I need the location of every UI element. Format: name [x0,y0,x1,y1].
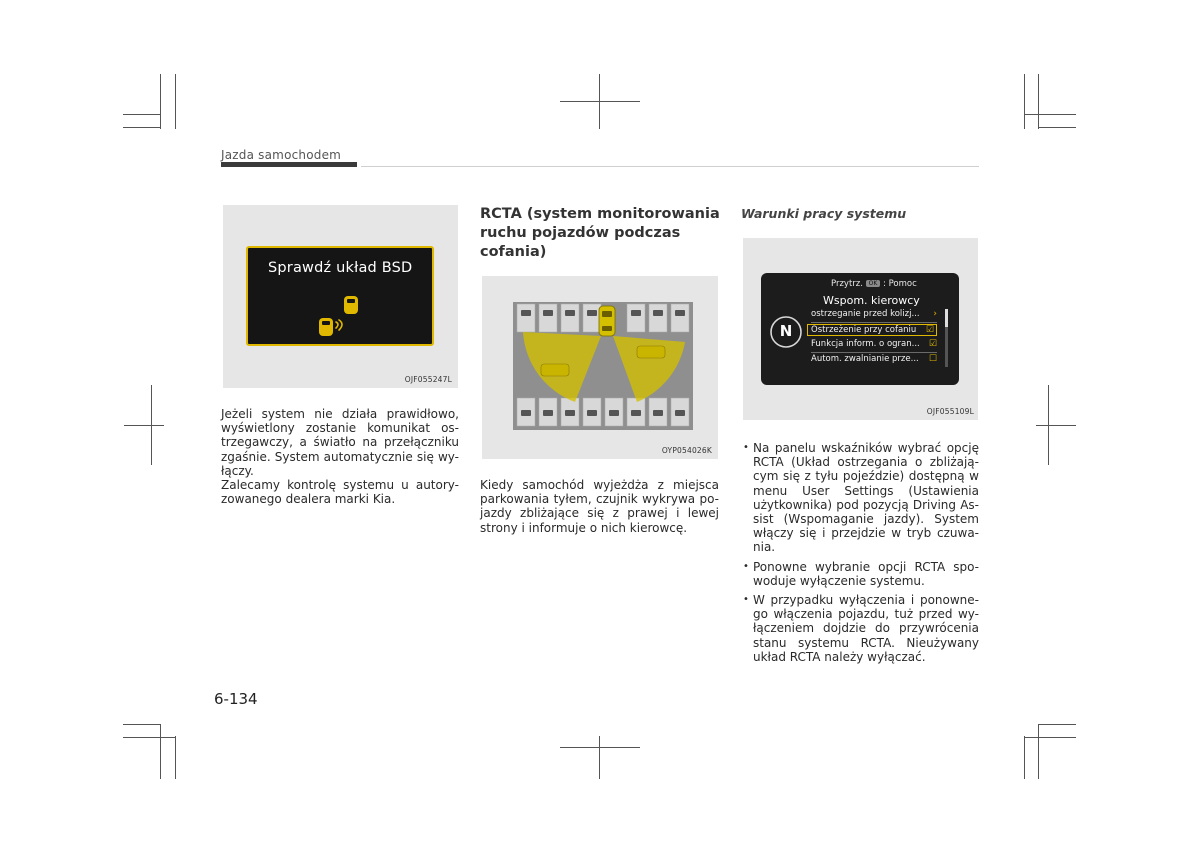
figure-code: OJF055109L [926,407,974,416]
menu-item-label: ostrzeganie przed kolizj... [811,309,920,319]
figure-code: OYP054026K [661,446,712,455]
heading-line: ruchu pojazdów podczas [480,225,681,241]
text-line: • W przypadku wyłączenia i ponowne- [753,593,979,608]
hold-label: Przytrz. [831,279,863,289]
crop-mark [123,127,161,128]
text-line: sist (Wspomaganie jazdy). System [753,512,979,527]
menu-item-forward-collision[interactable] [811,309,937,321]
crop-mark [175,736,176,779]
crop-mark [1024,737,1076,738]
text-line: zowanego dealera marki Kia. [221,492,396,507]
text-line: jazdy zbliżające się z prawej i lewej [480,506,719,521]
list-item [743,441,979,555]
text-line: woduje wyłączenie systemu. [753,573,925,588]
crop-mark [560,101,640,102]
car-blind-spot-icon [314,292,384,340]
parking-lot-illustration [513,302,693,430]
text-line: stanu systemu RCTA. Nieużywany [753,635,979,650]
crop-mark [1038,724,1076,725]
text-line: użytkownika) pod pozycją Driving As- [753,497,979,512]
text-line: go włączenia pojazdu, tuż przed wy- [753,607,979,622]
crop-mark [1024,114,1076,115]
checkbox-checked-icon: ☑ [928,339,937,349]
menu-divider [811,352,937,353]
checkbox-empty-icon: ☐ [928,354,937,364]
text-line: Jeżeli system nie działa prawidłowo, [221,407,459,421]
crop-mark [123,724,161,725]
section-title: Jazda samochodem [221,148,342,162]
text-line: układ RCTA należy wyłączać. [753,649,926,664]
text-line: menu User Settings (Ustawienia [753,483,979,498]
text-line: łączeniem dojdzie do przywrócenia [753,621,979,636]
menu-scrollbar-thumb[interactable] [945,309,948,327]
heading-line: cofania) [480,244,547,260]
crop-mark [1038,127,1076,128]
text-line: łączy. [221,463,254,478]
text-line: wyświetlony zostanie komunikat os- [221,421,459,436]
crop-mark [1038,724,1039,779]
text-line: zgaśnie. System automatycznie się wy- [221,449,459,464]
crop-mark [1024,74,1025,129]
menu-item-label: Ostrzeżenie przy cofaniu [811,325,917,335]
instrument-cluster-display [761,273,959,385]
text-line: RCTA (Układ ostrzegania o zbliżają- [753,455,979,470]
bsd-warning-message: Sprawdź układ BSD [268,260,413,276]
text-line: włączy się i przejdzie w tryb czuwa- [753,526,979,541]
ok-key-icon: OK [866,280,881,287]
page-number: 6-134 [214,690,258,708]
menu-scrollbar[interactable] [945,309,948,367]
crop-mark [1036,425,1076,426]
text-line: strony i informuje o nich kierowcę. [480,520,688,535]
header-bar [221,162,357,167]
menu-item-label: Funkcja inform. o ogran... [811,339,920,349]
left-body-text [221,407,459,506]
operating-conditions-subheading: Warunki pracy systemu [741,206,907,221]
crop-mark [1038,74,1039,129]
text-line: nia. [753,540,776,555]
middle-body-text [480,478,719,535]
text-line: • Na panelu wskaźników wybrać opcję [753,441,979,455]
menu-divider [811,322,937,323]
text-line: trzegawczy, a światło na przełączniku [221,435,459,450]
help-label: : Pomoc [883,279,917,289]
heading-line: RCTA (system monitorowania [480,206,720,222]
bsd-figure [223,205,458,388]
rcta-heading [480,205,720,262]
rcta-figure [482,276,718,459]
crop-mark [160,74,161,129]
header-rule [361,166,979,167]
crop-mark [123,737,175,738]
menu-item-label: Autom. zwalnianie prze... [811,354,919,364]
text-line: Kiedy samochód wyjeżdża z miejsca [480,478,719,492]
crop-mark [599,736,600,779]
crop-mark [560,747,640,748]
cluster-hint [831,279,917,289]
menu-title: Wspom. kierowcy [823,294,920,307]
crop-mark [1024,736,1025,779]
text-line: cym się z tyłu pojeździe) dostępną w [753,469,979,484]
crop-mark [160,724,161,779]
crop-mark [124,425,164,426]
figure-code: OJF055247L [404,375,452,384]
text-line: parkowania tyłem, czujnik wykrywa po- [480,492,719,507]
list-item [743,560,979,588]
list-item [743,593,979,664]
checkbox-checked-icon: ☑ [925,325,934,335]
menu-item-speed-limit-info[interactable] [811,339,937,351]
bsd-warning-display [246,246,434,346]
cluster-figure [743,238,978,420]
gear-letter: N [779,322,793,340]
crop-mark [123,114,161,115]
menu-item-auto-slowdown[interactable] [811,354,937,366]
crop-mark [175,74,176,129]
chevron-right-icon: › [933,309,937,319]
conditions-list [743,441,979,669]
menu-item-rear-cross-traffic[interactable] [807,324,937,336]
text-line: • Ponowne wybranie opcji RCTA spo- [753,559,979,574]
text-line: Zalecamy kontrolę systemu u autory- [221,478,459,493]
